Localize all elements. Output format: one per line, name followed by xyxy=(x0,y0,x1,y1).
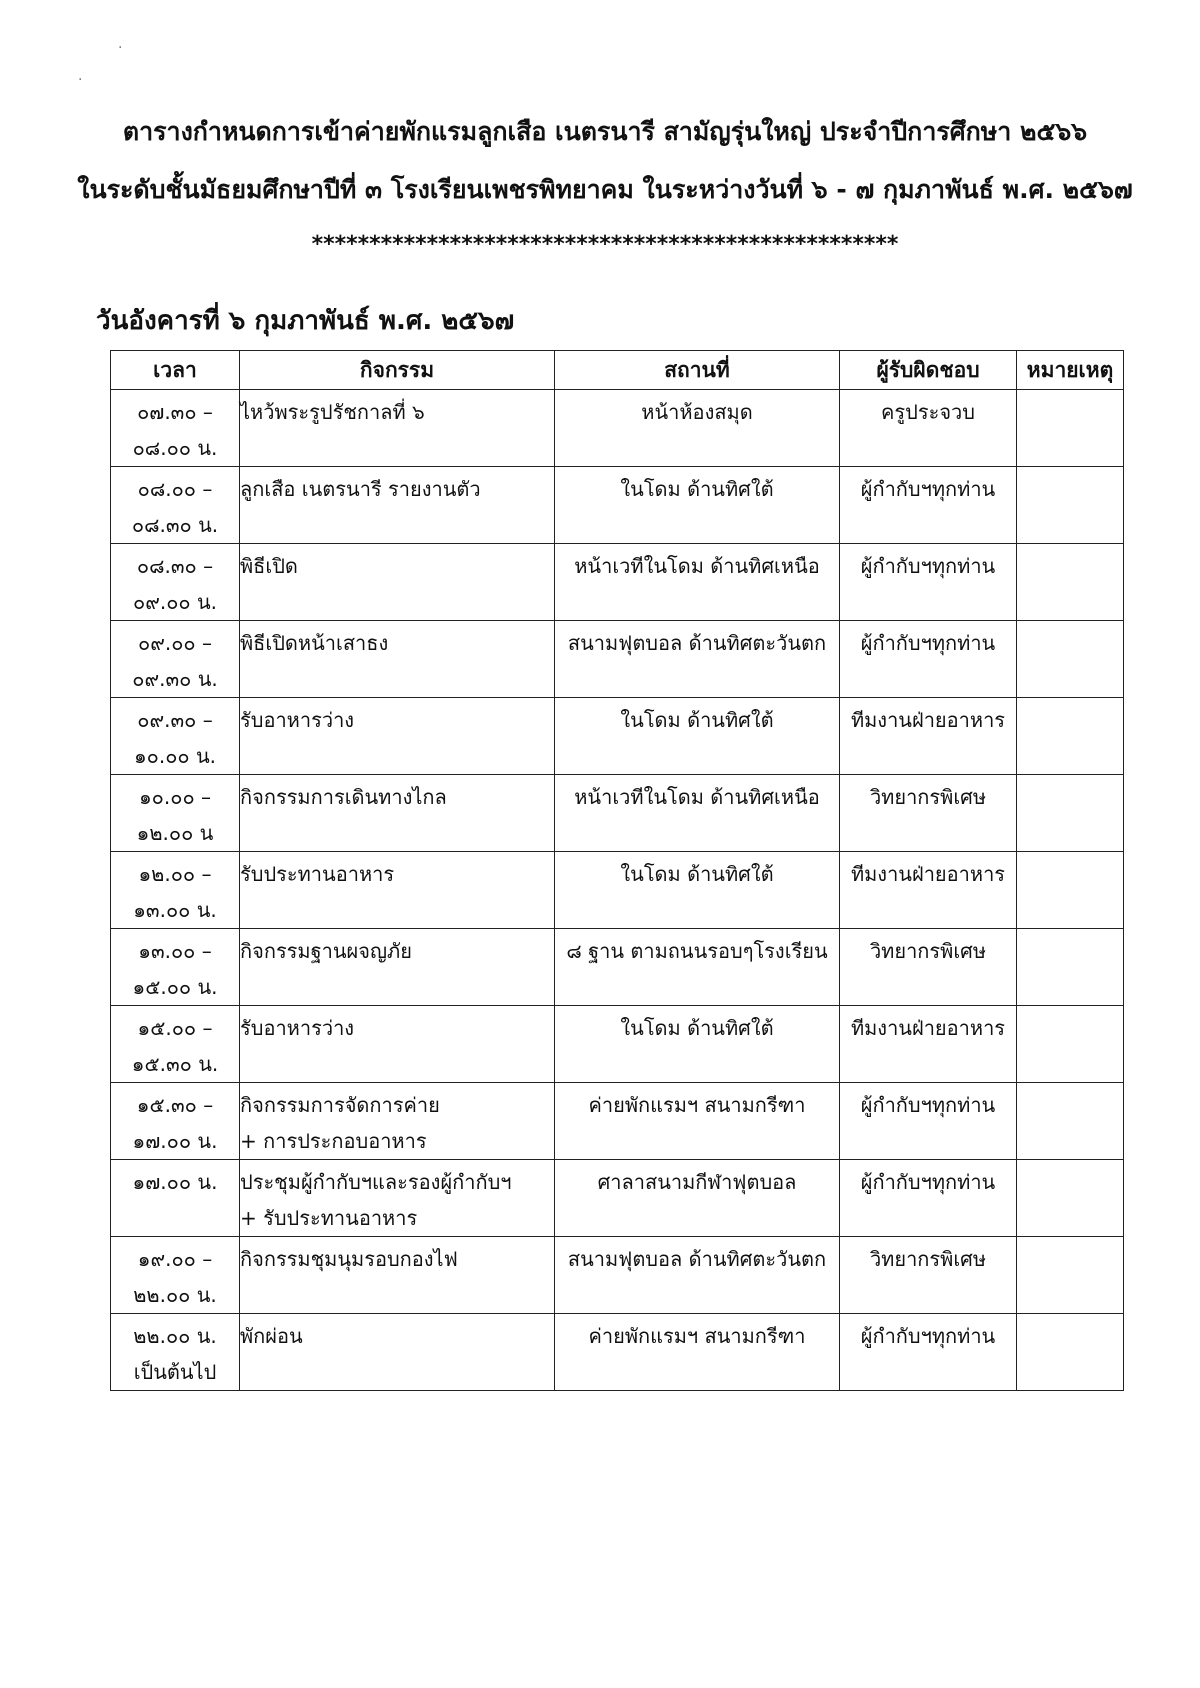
activity-cell: กิจกรรมการจัดการค่าย + การประกอบอาหาร xyxy=(240,1083,555,1160)
table-row xyxy=(111,1237,1124,1314)
remarks-cell xyxy=(1017,1006,1124,1083)
time-cell: ๑๓.๐๐ – ๑๕.๐๐ น. xyxy=(111,929,240,1006)
table-row xyxy=(111,390,1124,467)
document-title-line-1: ตารางกำหนดการเข้าค่ายพักแรมลูกเสือ เนตรนารี สามัญรุ่นใหญ่ ประจำปีการศึกษา ๒๕๖๖ xyxy=(122,117,1088,146)
remarks-cell xyxy=(1017,1237,1124,1314)
scan-speck: · xyxy=(118,40,123,56)
activity-cell: พิธีเปิดหน้าเสาธง xyxy=(240,621,555,698)
time-cell: ๑๕.๓๐ – ๑๗.๐๐ น. xyxy=(111,1083,240,1160)
activity-cell: ลูกเสือ เนตรนารี รายงานตัว xyxy=(240,467,555,544)
responsible-cell: ผู้กำกับฯทุกท่าน xyxy=(840,544,1017,621)
time-cell: ๑๙.๐๐ – ๒๒.๐๐ น. xyxy=(111,1237,240,1314)
time-cell: ๑๗.๐๐ น. xyxy=(111,1160,240,1237)
time-cell: ๒๒.๐๐ น. เป็นต้นไป xyxy=(111,1314,240,1391)
place-cell: หน้าเวทีในโดม ด้านทิศเหนือ xyxy=(555,544,840,621)
day-heading: วันอังคารที่ ๖ กุมภาพันธ์ พ.ศ. ๒๕๖๗ xyxy=(96,306,515,336)
activity-cell: พิธีเปิด xyxy=(240,544,555,621)
header-responsible: ผู้รับผิดชอบ xyxy=(840,351,1017,390)
time-cell: ๐๘.๐๐ – ๐๘.๓๐ น. xyxy=(111,467,240,544)
remarks-cell xyxy=(1017,390,1124,467)
table-row xyxy=(111,544,1124,621)
asterisk-divider: *************************************************** xyxy=(311,232,899,257)
activity-cell: กิจกรรมฐานผจญภัย xyxy=(240,929,555,1006)
remarks-cell xyxy=(1017,544,1124,621)
activity-cell: ประชุมผู้กำกับฯและรองผู้กำกับฯ + รับประทานอาหาร xyxy=(240,1160,555,1237)
responsible-cell: ผู้กำกับฯทุกท่าน xyxy=(840,467,1017,544)
remarks-cell xyxy=(1017,621,1124,698)
schedule-table xyxy=(110,350,1124,1391)
remarks-cell xyxy=(1017,929,1124,1006)
remarks-cell xyxy=(1017,852,1124,929)
place-cell: หน้าห้องสมุด xyxy=(555,390,840,467)
place-cell: ค่ายพักแรมฯ สนามกรีฑา xyxy=(555,1083,840,1160)
header-activity: กิจกรรม xyxy=(240,351,555,390)
responsible-cell: ทีมงานฝ่ายอาหาร xyxy=(840,852,1017,929)
activity-cell: รับประทานอาหาร xyxy=(240,852,555,929)
place-cell: ในโดม ด้านทิศใต้ xyxy=(555,852,840,929)
document-title-line-2: ในระดับชั้นมัธยมศึกษาปีที่ ๓ โรงเรียนเพชรพิทยาคม ในระหว่างวันที่ ๖ - ๗ กุมภาพันธ์ พ.ศ. ๒๕๖๗ xyxy=(77,175,1133,204)
schedule-body xyxy=(111,390,1124,1391)
time-cell: ๐๙.๐๐ – ๐๙.๓๐ น. xyxy=(111,621,240,698)
activity-cell: พักผ่อน xyxy=(240,1314,555,1391)
table-header-row xyxy=(111,351,1124,390)
time-cell: ๐๗.๓๐ – ๐๘.๐๐ น. xyxy=(111,390,240,467)
responsible-cell: วิทยากรพิเศษ xyxy=(840,1237,1017,1314)
responsible-cell: ผู้กำกับฯทุกท่าน xyxy=(840,621,1017,698)
time-cell: ๑๒.๐๐ – ๑๓.๐๐ น. xyxy=(111,852,240,929)
responsible-cell: ผู้กำกับฯทุกท่าน xyxy=(840,1160,1017,1237)
activity-cell: รับอาหารว่าง xyxy=(240,698,555,775)
place-cell: ๘ ฐาน ตามถนนรอบๆโรงเรียน xyxy=(555,929,840,1006)
remarks-cell xyxy=(1017,1314,1124,1391)
table-row xyxy=(111,929,1124,1006)
table-row xyxy=(111,1006,1124,1083)
responsible-cell: วิทยากรพิเศษ xyxy=(840,775,1017,852)
activity-cell: กิจกรรมชุมนุมรอบกองไฟ xyxy=(240,1237,555,1314)
responsible-cell: ผู้กำกับฯทุกท่าน xyxy=(840,1314,1017,1391)
place-cell: หน้าเวทีในโดม ด้านทิศเหนือ xyxy=(555,775,840,852)
table-row xyxy=(111,1083,1124,1160)
place-cell: ศาลาสนามกีฬาฟุตบอล xyxy=(555,1160,840,1237)
table-row xyxy=(111,852,1124,929)
place-cell: ในโดม ด้านทิศใต้ xyxy=(555,1006,840,1083)
time-cell: ๐๘.๓๐ – ๐๙.๐๐ น. xyxy=(111,544,240,621)
table-row xyxy=(111,1314,1124,1391)
activity-cell: ไหว้พระรูปรัชกาลที่ ๖ xyxy=(240,390,555,467)
responsible-cell: ครูประจวบ xyxy=(840,390,1017,467)
time-cell: ๑๐.๐๐ – ๑๒.๐๐ น xyxy=(111,775,240,852)
header-time: เวลา xyxy=(111,351,240,390)
header-place: สถานที่ xyxy=(555,351,840,390)
responsible-cell: วิทยากรพิเศษ xyxy=(840,929,1017,1006)
place-cell: ค่ายพักแรมฯ สนามกรีฑา xyxy=(555,1314,840,1391)
activity-cell: กิจกรรมการเดินทางไกล xyxy=(240,775,555,852)
remarks-cell xyxy=(1017,1160,1124,1237)
responsible-cell: ผู้กำกับฯทุกท่าน xyxy=(840,1083,1017,1160)
time-cell: ๑๕.๐๐ – ๑๕.๓๐ น. xyxy=(111,1006,240,1083)
responsible-cell: ทีมงานฝ่ายอาหาร xyxy=(840,698,1017,775)
table-row xyxy=(111,467,1124,544)
remarks-cell xyxy=(1017,1083,1124,1160)
activity-cell: รับอาหารว่าง xyxy=(240,1006,555,1083)
remarks-cell xyxy=(1017,467,1124,544)
responsible-cell: ทีมงานฝ่ายอาหาร xyxy=(840,1006,1017,1083)
table-row xyxy=(111,775,1124,852)
place-cell: สนามฟุตบอล ด้านทิศตะวันตก xyxy=(555,621,840,698)
place-cell: ในโดม ด้านทิศใต้ xyxy=(555,467,840,544)
scan-speck: · xyxy=(78,72,83,88)
place-cell: ในโดม ด้านทิศใต้ xyxy=(555,698,840,775)
table-row xyxy=(111,621,1124,698)
time-cell: ๐๙.๓๐ – ๑๐.๐๐ น. xyxy=(111,698,240,775)
table-row xyxy=(111,1160,1124,1237)
remarks-cell xyxy=(1017,775,1124,852)
header-remarks: หมายเหตุ xyxy=(1017,351,1124,390)
place-cell: สนามฟุตบอล ด้านทิศตะวันตก xyxy=(555,1237,840,1314)
table-row xyxy=(111,698,1124,775)
remarks-cell xyxy=(1017,698,1124,775)
